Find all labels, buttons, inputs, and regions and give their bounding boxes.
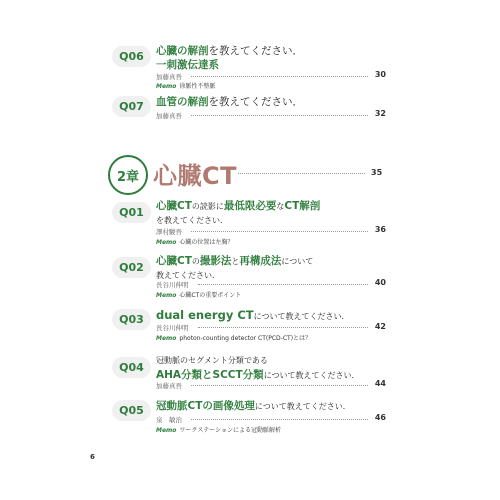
- question-badge: Q06: [112, 46, 151, 67]
- title-part: の: [191, 257, 200, 266]
- question-badge: Q07: [112, 96, 151, 117]
- toc-entry-q06[interactable]: [116, 44, 386, 88]
- page-number-ref: 30: [374, 70, 386, 79]
- page-number-ref: 36: [374, 225, 386, 234]
- chapter-page-ref: 35: [371, 168, 383, 177]
- author: 加藤真吾: [156, 382, 182, 390]
- question-badge: Q04: [112, 357, 151, 378]
- title-part: について: [281, 257, 314, 266]
- title-line2: 一刺激伝達系: [156, 59, 219, 71]
- leader-dots: [191, 76, 368, 77]
- leader-dots: [191, 419, 368, 420]
- toc-entry-q05[interactable]: [116, 400, 386, 440]
- entry-title: [156, 199, 388, 228]
- entry-title: [156, 399, 388, 414]
- title-line2: を教えてください．: [156, 216, 228, 225]
- memo-text: 徐脈性不整脈: [179, 83, 216, 90]
- entry-title: [156, 354, 388, 383]
- entry-title: [156, 254, 388, 283]
- author: 泉 敏治: [156, 416, 182, 424]
- title-part: 最低限必要: [223, 200, 277, 212]
- memo-label: Memo: [156, 83, 177, 90]
- memo: [156, 425, 281, 434]
- leader-dots: [191, 231, 368, 232]
- page-number-ref: 42: [374, 322, 386, 331]
- title-part: 再構成法: [239, 255, 282, 267]
- chapter-number-badge: 2章: [108, 155, 148, 195]
- title-main: 血管の解剖: [156, 96, 209, 108]
- toc-entry-q07[interactable]: [116, 96, 386, 122]
- title-sub: を教えてください．: [208, 45, 303, 57]
- title-part: について教えてください．: [263, 371, 360, 380]
- page-number-ref: 46: [374, 413, 386, 422]
- author: 長谷川伸明: [156, 324, 189, 332]
- leader-dots: [238, 173, 365, 174]
- memo-label: Memo: [156, 427, 177, 434]
- entry-title: [156, 308, 388, 324]
- question-badge: Q03: [112, 309, 151, 330]
- title-part: な: [276, 202, 285, 211]
- memo-label: Memo: [156, 292, 177, 299]
- memo: [156, 290, 241, 299]
- title-part: AHA分類とSCCT分類: [156, 369, 264, 381]
- leader-dots: [198, 327, 368, 328]
- title-part: について教えてください．: [253, 312, 350, 321]
- title-sub: を教えてください．: [208, 96, 303, 108]
- author: 澤村駿吾: [156, 228, 182, 236]
- page-number-ref: 32: [374, 109, 386, 118]
- title-part: CT解剖: [284, 200, 321, 212]
- memo-text: 心臓の位置は左胸？: [179, 239, 234, 246]
- title-part: 心臓CT: [156, 255, 192, 267]
- toc-entry-q02[interactable]: [116, 254, 386, 300]
- question-badge: Q02: [112, 257, 151, 278]
- leader-dots: [198, 284, 368, 285]
- memo: [156, 237, 233, 246]
- title-part: について教えてください．: [254, 402, 351, 411]
- memo-text: photon-counting detector CT(PCD-CT)とは？: [179, 335, 312, 342]
- title-main: 心臓の解剖: [156, 45, 209, 57]
- author: 加藤真吾: [156, 73, 182, 81]
- author: 長谷川伸明: [156, 281, 189, 289]
- toc-entry-q03[interactable]: [116, 308, 386, 348]
- page-number: 6: [90, 453, 95, 461]
- title-pre: 冠動脈のセグメント分類である: [156, 356, 268, 365]
- page-number-ref: 40: [374, 278, 386, 287]
- title-line2: 教えてください．: [156, 271, 220, 280]
- page-number-ref: 44: [374, 379, 386, 388]
- memo-text: 心臓CTの重要ポイント: [179, 292, 242, 299]
- title-part: 撮影法: [199, 255, 232, 267]
- author: 加藤真吾: [156, 112, 182, 120]
- memo-label: Memo: [156, 239, 177, 246]
- title-part: 冠動脈CTの画像処理: [156, 400, 255, 412]
- entry-title: [156, 95, 388, 109]
- title-part: 心臓CT: [156, 200, 192, 212]
- memo-label: Memo: [156, 335, 177, 342]
- title-part: dual energy CT: [156, 308, 254, 322]
- memo: [156, 333, 311, 342]
- title-part: の読影に: [191, 202, 224, 211]
- leader-dots: [191, 385, 368, 386]
- title-part: と: [231, 257, 240, 266]
- memo-text: ワークステーションによる冠動脈解析: [179, 427, 282, 434]
- toc-entry-q04[interactable]: [116, 354, 386, 390]
- chapter-title[interactable]: 心臓CT: [153, 162, 237, 190]
- toc-entry-q01[interactable]: [116, 199, 386, 245]
- memo: [156, 81, 215, 90]
- question-badge: Q05: [112, 400, 151, 421]
- entry-title: [156, 44, 388, 72]
- question-badge: Q01: [112, 202, 151, 223]
- leader-dots: [191, 115, 368, 116]
